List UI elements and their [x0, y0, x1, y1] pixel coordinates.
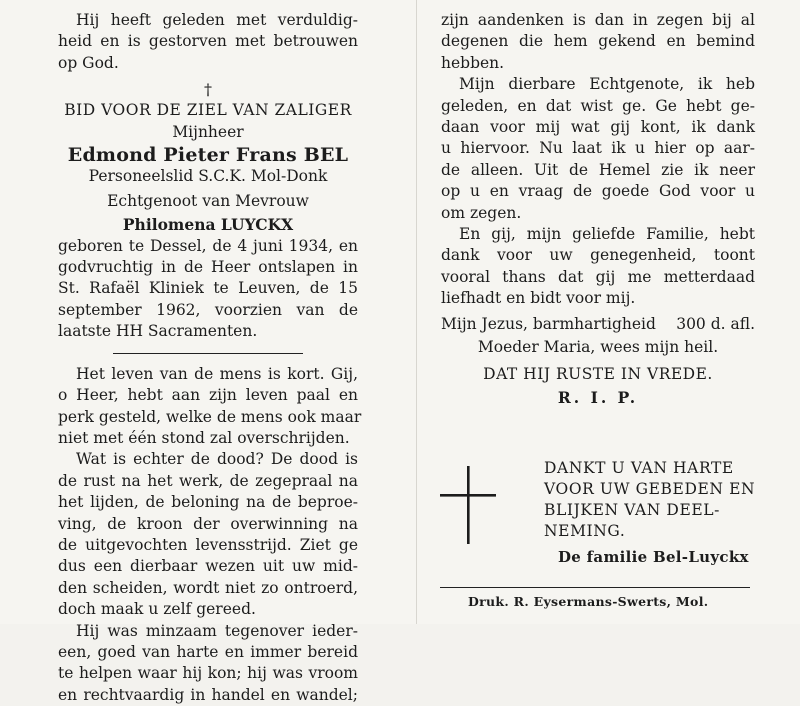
text-line: En gij, mijn geliefde Familie, hebt [459, 225, 755, 244]
thanks-line: BLIJKEN VAN DEEL- [544, 501, 721, 519]
indulgence-prayer [441, 314, 755, 335]
text-line: te helpen waar hij kon; hij was vroom [58, 664, 358, 683]
text-line: het lijden, de beloning na de beproe- [58, 493, 358, 512]
thanks-line: DANKT U VAN HARTE [544, 459, 734, 477]
thanks-line: NEMING. [544, 522, 626, 540]
text-line: de uitgevochten levensstrijd. Ziet ge [58, 535, 358, 554]
intro-paragraph [58, 10, 358, 74]
text-line: en rechtvaardig in handel en wandel; [58, 685, 358, 704]
text-line: Mijn dierbare Echtgenote, ik heb [459, 75, 755, 94]
large-cross-icon [438, 466, 500, 544]
text-line: perk gesteld, welke de mens ook maar [58, 407, 362, 426]
text-line: degenen die hem gekend en bemind [441, 32, 755, 51]
spouse-farewell-paragraph [441, 74, 755, 224]
text-line: vooral thans dat gij me metterdaad [441, 267, 755, 286]
card-fold-line [416, 0, 417, 624]
family-signature: De familie Bel-Luyckx [558, 548, 749, 566]
text-line: om zegen. [441, 203, 522, 222]
text-line: Hij was minzaam tegenover ieder- [76, 621, 358, 640]
text-line: o Heer, hebt aan zijn leven paal en [58, 386, 358, 405]
text-line: op God. [58, 53, 119, 72]
right-panel [441, 10, 755, 408]
small-cross-icon: † [204, 80, 212, 100]
text-line: den scheiden, wordt niet zo ontroerd, [58, 578, 358, 597]
mary-prayer: Moeder Maria, wees mijn heil. [477, 338, 719, 357]
text-line: dus een dierbaar wezen uit uw mid- [58, 557, 358, 576]
text-line: Het leven van de mens is kort. Gij, [76, 364, 358, 383]
death-paragraph [58, 449, 358, 620]
thanks-line: VOOR UW GEBEDEN EN [544, 480, 756, 498]
text-line: een, goed van harte en immer bereid [58, 642, 358, 661]
text-line: liefhadt en bidt voor mij. [441, 289, 636, 308]
text-line: doch maak u zelf gereed. [58, 600, 256, 619]
text-line: ving, de kroon der overwinning na [58, 514, 358, 533]
thanks-block [544, 458, 756, 542]
rest-in-peace: DAT HIJ RUSTE IN VREDE. [483, 364, 713, 383]
biography-paragraph [58, 236, 358, 343]
life-paragraph [58, 364, 362, 450]
text-line: St. Rafaël Kliniek te Leuven, de 15 [58, 279, 358, 298]
footer-rule [440, 587, 750, 588]
honorific-title: Mijnheer [172, 122, 244, 141]
text-line: Hij heeft geleden met verduldig- [76, 11, 358, 29]
prayer-heading: BID VOOR DE ZIEL VAN ZALIGER [64, 101, 352, 120]
text-line: heid en is gestorven met betrouwen [58, 32, 358, 51]
text-line: geleden, en dat wist ge. Ge hebt ge- [441, 96, 755, 115]
text-line: laatste HH Sacramenten. [58, 322, 258, 341]
deceased-name: Edmond Pieter Frans BEL [67, 144, 349, 167]
occupation: Personeelslid S.C.K. Mol-Donk [88, 167, 328, 186]
text-line: de rust na het werk, de zegepraal na [58, 471, 358, 490]
indulgence-days: 300 d. afl. [676, 314, 755, 333]
text-line: Wat is echter de dood? De dood is [76, 450, 358, 469]
remembrance-paragraph [441, 10, 755, 74]
text-line: godvruchtig in de Heer ontslapen in [58, 258, 358, 277]
left-panel [58, 10, 362, 706]
text-line: daan voor mij wat gij kont, ik dank [441, 118, 755, 137]
character-paragraph [58, 621, 358, 706]
printer-credit: Druk. R. Eysermans-Swerts, Mol. [468, 594, 709, 609]
text-line: u hiervoor. Nu laat ik u hier op aar- [441, 139, 755, 158]
text-line: zijn aandenken is dan in zegen bij al [441, 11, 755, 29]
text-line: niet met één stond zal overschrijden. [58, 428, 350, 447]
family-farewell-paragraph [441, 224, 755, 310]
rip-abbreviation: R. I. P. [557, 387, 639, 407]
text-line: september 1962, voorzien van de [58, 300, 358, 319]
spouse-name: Philomena LUYCKX [122, 215, 294, 235]
text-line: de alleen. Uit de Hemel zie ik neer [441, 160, 755, 179]
indulgence-text: Mijn Jezus, barmhartigheid [441, 314, 656, 333]
text-line: hebben. [441, 53, 505, 72]
text-line: op u en vraag de goede God voor u [441, 182, 755, 201]
spouse-intro: Echtgenoot van Mevrouw [107, 191, 309, 210]
text-line: dank voor uw genegenheid, toont [441, 246, 755, 265]
text-line: geboren te Dessel, de 4 juni 1934, en [58, 236, 358, 255]
